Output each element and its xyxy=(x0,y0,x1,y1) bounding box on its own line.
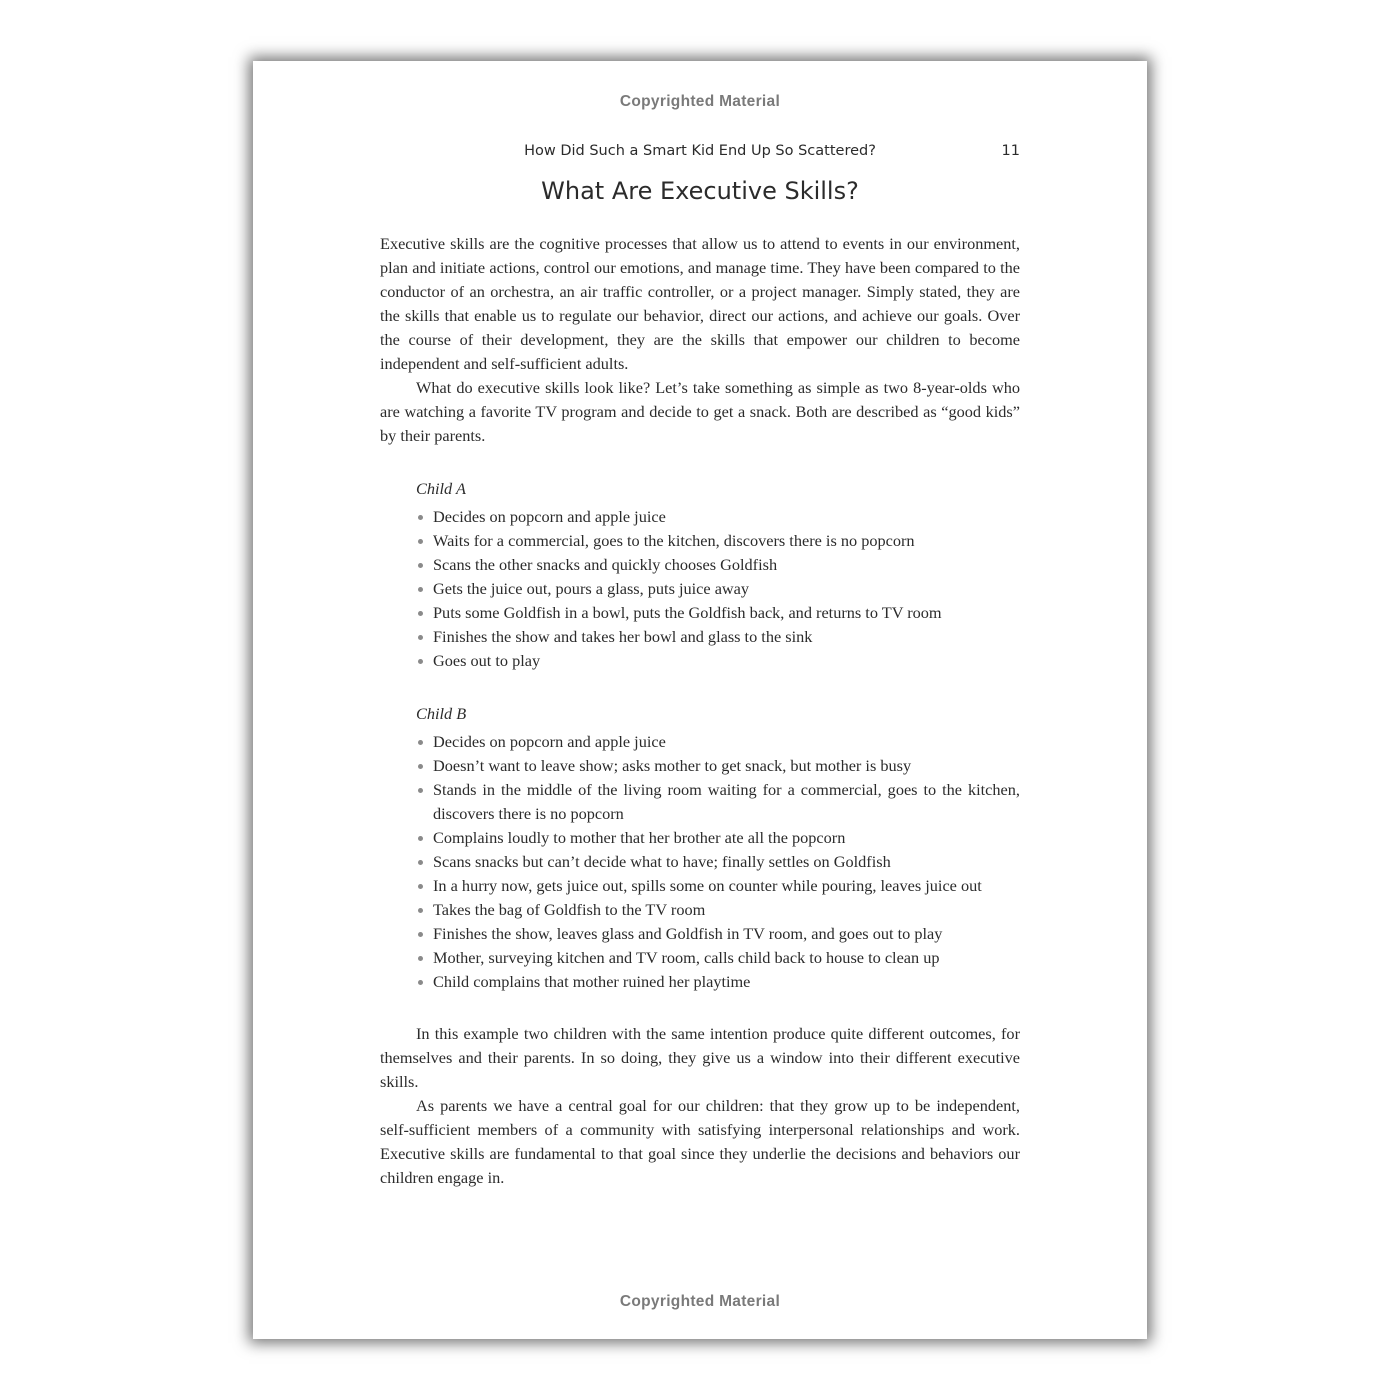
bullet-icon xyxy=(418,611,423,616)
child-a-heading: Child A xyxy=(416,479,466,498)
bullet-icon xyxy=(418,956,423,961)
list-item: Puts some Goldfish in a bowl, puts the Goldfish back, and returns to TV room xyxy=(433,601,1020,625)
list-item: Doesn’t want to leave show; asks mother to get snack, but mother is busy xyxy=(433,754,1020,778)
bullet-icon xyxy=(418,563,423,568)
child-a-section xyxy=(380,477,1020,673)
list-item: Complains loudly to mother that her brother ate all the popcorn xyxy=(433,826,1020,850)
list-item: In a hurry now, gets juice out, spills some on counter while pouring, leaves juice out xyxy=(433,874,1020,898)
list-item: Stands in the middle of the living room waiting for a commercial, goes to the kitchen, discovers there is no popcorn xyxy=(433,778,1020,826)
list-item: Decides on popcorn and apple juice xyxy=(433,505,1020,529)
copyright-notice-bottom: Copyrighted Material xyxy=(619,1293,781,1310)
bullet-icon xyxy=(418,635,423,640)
bullet-icon xyxy=(418,932,423,937)
page-number: 11 xyxy=(1001,143,1020,159)
list-item: Goes out to play xyxy=(433,649,1020,673)
bullet-icon xyxy=(418,587,423,592)
list-item: Scans the other snacks and quickly chooses Goldfish xyxy=(433,553,1020,577)
intro-paragraph: What do executive skills look like? Let’s take something as simple as two 8-year-olds who are watching a favorite TV program and decide to get a snack. Both are described as “good kids” by their parents. xyxy=(380,378,1020,445)
list-item: Finishes the show and takes her bowl and glass to the sink xyxy=(433,625,1020,649)
list-item: Waits for a commercial, goes to the kitchen, discovers there is no popcorn xyxy=(433,529,1020,553)
list-item: Gets the juice out, pours a glass, puts juice away xyxy=(433,577,1020,601)
bullet-icon xyxy=(418,659,423,664)
copyright-notice-top: Copyrighted Material xyxy=(619,93,781,110)
bullet-icon xyxy=(418,884,423,889)
list-item: Takes the bag of Goldfish to the TV room xyxy=(433,898,1020,922)
child-b-heading: Child B xyxy=(416,704,467,723)
closing-paragraph: In this example two children with the same intention produce quite different outcomes, for themselves and their parents. In so doing, they give us a window into their different executive skills. xyxy=(380,1024,1020,1091)
child-b-list xyxy=(380,730,1020,994)
list-item: Scans snacks but can’t decide what to have; finally settles on Goldfish xyxy=(433,850,1020,874)
bullet-icon xyxy=(418,836,423,841)
section-title: What Are Executive Skills? xyxy=(541,177,859,205)
bullet-icon xyxy=(418,908,423,913)
bullet-icon xyxy=(418,860,423,865)
intro-paragraph: Executive skills are the cognitive processes that allow us to attend to events in our environment, plan and initiate actions, control our emotions, and manage time. They have been compared to the conductor of an orchestra, an air traffic controller, or a project manager. Simply stated, they are the skills that enable us to regulate our behavior, direct our actions, and achieve our goals. Over the course of their development, they are the skills that empower our children to become independent and self-sufficient adults. xyxy=(380,234,1020,373)
bullet-icon xyxy=(418,764,423,769)
list-item: Child complains that mother ruined her playtime xyxy=(433,970,1020,994)
list-item: Finishes the show, leaves glass and Goldfish in TV room, and goes out to play xyxy=(433,922,1020,946)
book-page xyxy=(253,61,1147,1339)
bullet-icon xyxy=(418,740,423,745)
list-item: Mother, surveying kitchen and TV room, calls child back to house to clean up xyxy=(433,946,1020,970)
child-b-section xyxy=(380,702,1020,994)
running-head-title: How Did Such a Smart Kid End Up So Scattered? xyxy=(524,143,876,159)
bullet-icon xyxy=(418,980,423,985)
closing-paragraph: As parents we have a central goal for our children: that they grow up to be independent, self-sufficient members of a community with satisfying interpersonal relationships and work. Executive skills are fundamental to that goal since they underlie the decisions and behaviors our children engage in. xyxy=(380,1096,1020,1187)
list-item: Decides on popcorn and apple juice xyxy=(433,730,1020,754)
bullet-icon xyxy=(418,515,423,520)
running-head xyxy=(380,143,1020,163)
bullet-icon xyxy=(418,539,423,544)
child-a-list xyxy=(380,505,1020,673)
bullet-icon xyxy=(418,788,423,793)
body-text xyxy=(380,232,1020,1190)
